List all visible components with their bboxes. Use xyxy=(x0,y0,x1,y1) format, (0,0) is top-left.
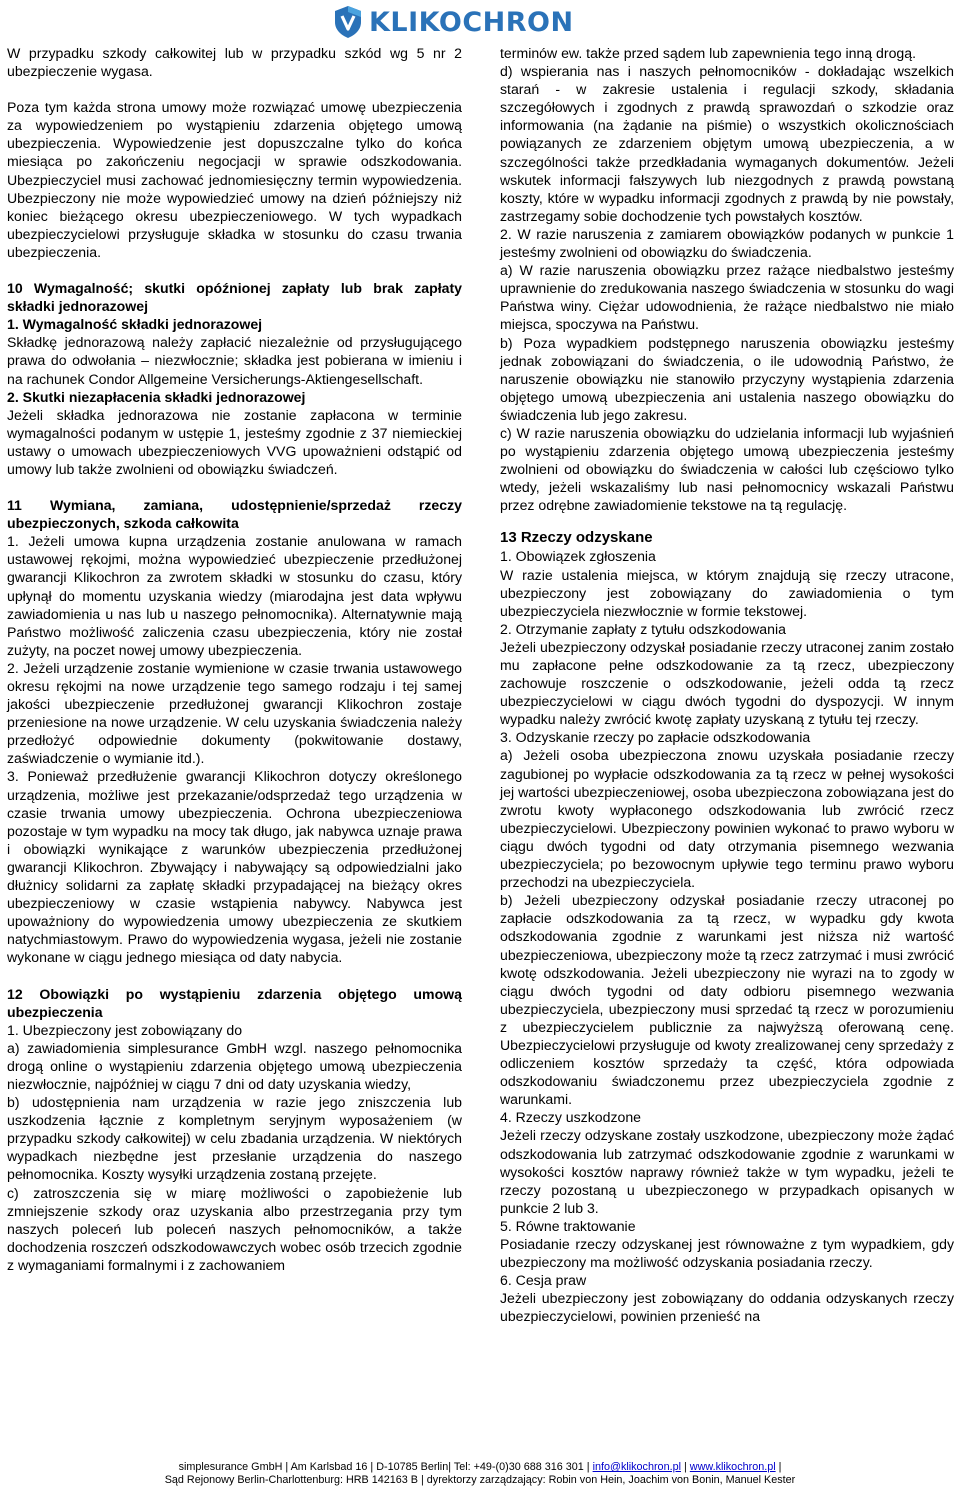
paragraph: c) zatroszczenia się w miarę możliwości o zapobieżenie lub zmniejszenie szkody oraz uzyskania albo przestrzegania przy tym naszych poleceń lub poleceń naszych pełnomocników, a także dochodzenia roszczeń odszkodowawczych wobec osób trzecich zgodnie z wymaganiami formalnymi i z zachowaniem xyxy=(7,1184,462,1273)
paragraph: Jeżeli ubezpieczony jest zobowiązany do oddania odzyskanych rzeczy ubezpieczycielowi, powinien przenieść na xyxy=(500,1290,954,1325)
paragraph: 6. Cesja praw xyxy=(500,1272,587,1289)
paragraph: 4. Rzeczy uszkodzone xyxy=(500,1109,642,1126)
paragraph: Posiadanie rzeczy odzyskanej jest równoważne z tym wypadkiem, gdy ubezpieczony ma możliwość odzyskania posiadania rzeczy. xyxy=(500,1236,954,1271)
spacer xyxy=(7,478,462,496)
footer-court-line: Sąd Rejonowy Berlin-Charlottenburg: HRB 142163 B | dyrektorzy zarządzający: Robin von Hein, Joachim von Bonin, Manuel Kester xyxy=(164,1474,796,1487)
section-heading: 1. Wymagalność składki jednorazowej xyxy=(7,316,263,333)
paragraph: W przypadku szkody całkowitej lub w przypadku szkód wg 5 nr 2 ubezpieczenie wygasa. xyxy=(7,45,462,80)
paragraph: a) zawiadomienia simplesurance GmbH wzgl. naszego pełnomocnika drogą online o wystąpieniu zdarzenia objętego umową ubezpieczenia niezwłocznie, najpóźniej w ciągu 7 dni od daty uzyskania wiedzy, xyxy=(7,1039,462,1092)
page-footer xyxy=(0,1461,960,1487)
paragraph: 3. Odzyskanie rzeczy po zapłacie odszkodowania xyxy=(500,729,811,746)
paragraph: W razie ustalenia miejsca, w którym znajdują się rzeczy utracone, ubezpieczony jest zobowiązany do zawiadomienia o tym ubezpieczyciela niezwłocznie w formie tekstowej. xyxy=(500,566,954,619)
section-heading: 2. Skutki niezapłacenia składki jednorazowej xyxy=(7,388,306,405)
right-column xyxy=(500,44,954,1325)
paragraph: 1. Jeżeli umowa kupna urządzenia zostanie anulowana w ramach ustawowej rękojmi, można wypowiedzieć ubezpieczenie przedłużonej gwarancji Klikochron za zwrotem składki w stosunku do czasu, który upłynął do momentu uzyskania wiedzy (miarodajna jest data wpływu zawiadomienia u nas lub u naszego pełnomocnika). Alternatywnie mają Państwo możliwość zaliczenia czasu ubezpieczenia, który nie został zużyty, na poczet nowej umowy ubezpieczenia. xyxy=(7,533,462,658)
paragraph: a) Jeżeli osoba ubezpieczona znowu uzyskała posiadanie rzeczy zagubionej po wypłacie odszkodowania za tą rzecz w pełnej wysokości jej wartości ubezpieczeniowej, osoba ubezpieczona zobowiązana jest do zwrotu kwoty wypłaconego odszkodowania lub zwrócić rzecz ubezpieczycielowi. Ubezpieczony powinien wykonać to prawo wyboru w ciągu dwóch tygodni od daty otrzymania pisemnego wezwania ubezpieczyciela; po bezowocnym upływie tego terminu prawo wyboru przechodzi na ubezpieczyciela. xyxy=(500,747,954,891)
section-heading: 11 Wymiana, zamiana, udostępnienie/sprzedaż rzeczy ubezpieczonych, szkoda całkowita xyxy=(7,497,462,532)
logo-wordmark: KLIKOCHRON xyxy=(369,6,574,38)
section-heading: 12 Obowiązki po wystąpieniu zdarzenia objętego umową ubezpieczenia xyxy=(7,985,462,1020)
footer-email-link[interactable]: info@klikochron.pl xyxy=(592,1461,681,1473)
paragraph: c) W razie naruszenia obowiązku do udzielania informacji lub wyjaśnień po wystąpieniu zdarzenia objętego umową ubezpieczenia jesteśmy zwolnieni od obowiązku do świadczenia w całości lub częściowo tylko wtedy, jeżeli wskazaliśmy lub nasi pełnomocnicy wskazali Państwu przez odrębne zawiadomienie tekstowe na tą regulację. xyxy=(500,424,954,514)
paragraph: 1. Obowiązek zgłoszenia xyxy=(500,548,656,565)
paragraph: terminów ew. także przed sądem lub zapewnienia tego inną drogą. xyxy=(500,45,917,61)
paragraph: 5. Równe traktowanie xyxy=(500,1217,636,1234)
footer-address: simplesurance GmbH | Am Karlsbad 16 | D-10785 Berlin| Tel: +49-(0)30 688 316 301 | xyxy=(178,1461,593,1473)
paragraph: 3. Ponieważ przedłużenie gwarancji Klikochron dotyczy określonego urządzenia, możliwe jest przekazanie/odsprzedaż tego urządzenia w czasie trwania umowy ubezpieczenia. Ochrona ubezpieczeniowa pozostaje w tym wypadku na mocy tak długo, jak nabywca uznaje prawa i obowiązki wynikające z warunków ubezpieczenia przedłużonej gwarancji Klikochron. Zbywający i nabywający są odpowiedzialni jako dłużnicy solidarni za zapłatę składki przypadającej na bieżący okres ubezpieczeniowy w czasie wstąpienia nabywcy. Nabywca jest upoważniony do wypowiedzenia umowy ubezpieczenia ze skutkiem natychmiastowym. Prawo do wypowiedzenia wygasa, jeżeli nie zostanie wykonane w ciągu jednego miesiąca od daty nabycia. xyxy=(7,768,462,966)
footer-website-link[interactable]: www.klikochron.pl xyxy=(689,1461,776,1473)
paragraph: Jeżeli rzeczy odzyskane zostały uszkodzone, ubezpieczony może żądać odszkodowania lub zatrzymać odszkodowanie zgodnie z warunkami w wysokości kosztów naprawy również także w tym wypadku, jeżeli te rzeczy pozostaną u ubezpieczonego w przypadkach opisanych w punkcie 2 lub 3. xyxy=(500,1127,954,1216)
section-heading: 10 Wymagalność; skutki opóźnionej zapłaty lub brak zapłaty składki jednorazowej xyxy=(7,280,462,315)
footer-separator: | xyxy=(680,1461,690,1473)
paragraph: 1. Ubezpieczony jest zobowiązany do xyxy=(7,1021,243,1038)
spacer xyxy=(7,261,462,279)
spacer xyxy=(7,967,462,985)
paragraph: d) wspierania nas i naszych pełnomocników - dokładając wszelkich starań - w zakresie ustalenia i regulacji szkody, składania szczegółowych i zgodnych z prawdą sprawozdań o szkodzie oraz informowania (na żądanie na piśmie) o wszystkich okolicznościach powiązanych ze zdarzeniem objętym umową ubezpieczenia, a w szczególności także przedkładania wymaganych dokumentów. Jeżeli wskutek informacji fałszywych lub niezgodnych z prawdą powstaną koszty, które w wypadku informacji zgodnych z prawdą by nie powstały, zastrzegamy sobie dochodzenie tych powstałych kosztów. xyxy=(500,63,954,224)
paragraph: b) Poza wypadkiem podstępnego naruszenia obowiązku jesteśmy jednak zobowiązani do świadczenia, o ile udowodnią Państwo, że naruszenie obowiązku nie stanowiło przyczyny wystąpienia zdarzenia objętego umową ubezpieczenia ani ustalenia naszego obowiązku do świadczenia lub jego zakresu. xyxy=(500,334,954,423)
paragraph: a) W razie naruszenia obowiązku przez rażące niedbalstwo jesteśmy uprawnienie do zredukowania naszego świadczenia w stosunku do wagi Państwa winy. Ciężar udowodnienia, że rażące niedbalstwo nie miało miejsca, spoczywa na Państwu. xyxy=(500,262,954,333)
paragraph: 2. W razie naruszenia z zamiarem obowiązków podanych w punkcie 1 jesteśmy zwolnieni od obowiązku do świadczenia. xyxy=(500,225,954,261)
section-heading: 13 Rzeczy odzyskane xyxy=(500,529,653,547)
paragraph: Jeżeli składka jednorazowa nie zostanie zapłacona w terminie wymagalności podanym w ustępie 1, jesteśmy zgodnie z 37 niemieckiej ustawy o umowach ubezpieczeniowych VVG upoważnieni odstąpić od umowy lub także zwolnieni od obowiązku świadczeń. xyxy=(7,406,462,477)
klikochron-logo xyxy=(333,4,583,40)
paragraph: Jeżeli ubezpieczony odzyskał posiadanie rzeczy utraconej zanim zostało mu zapłacone pełne odszkodowanie za tą rzecz, ubezpieczony zachowuje roszczenie o odszkodowanie, jeżeli odda tą rzecz ubezpieczycielowi w ciągu dwóch tygodni do dyspozycji. W innym wypadku należy zwrócić kwotę zapłaty uzyskaną z tytułu tej rzeczy. xyxy=(500,638,954,728)
footer-end: | xyxy=(775,1461,782,1473)
paragraph: b) Jeżeli ubezpieczony odzyskał posiadanie rzeczy utraconej po zapłacie odszkodowania za tą rzecz, w wypadku gdy kwota odszkodowania zgodnie z warunkami jest niższa niż wartość ubezpieczeniowa, ubezpieczony może tą rzecz zatrzymać i musi zwrócić kwotę odszkodowania. Jeżeli ubezpieczony nie wyrazi na to zgody w ciągu dwóch tygodni od daty odbioru pisemnego wezwania ubezpieczyciela, ubezpieczony musi sprzedać tą rzecz w porozumieniu z ubezpieczycielem publicznie za najwyższą oferowaną cenę. Ubezpieczycielowi przysługuje od kwoty zrealizowanej ceny sprzedaży z odliczeniem kosztów sprzedaży ta część, która odpowiada odszkodowaniu świadczonemu przez ubezpieczyciela zgodnie z warunkami. xyxy=(500,892,954,1108)
left-column xyxy=(7,44,462,1274)
paragraph: Składkę jednorazową należy zapłacić niezależnie od przysługującego prawa do odwołania – niezwłocznie; składka jest pobierana w imieniu i na rachunek Condor Allgemeine Versicherungs-Aktiengesellschaft. xyxy=(7,334,462,387)
spacer xyxy=(7,80,462,98)
footer-contact-line xyxy=(0,1461,960,1474)
paragraph: Poza tym każda strona umowy może rozwiązać umowę ubezpieczenia za wypowiedzeniem po wystąpieniu zdarzenia objętego umową ubezpieczenia. Wypowiedzenie jest dopuszczalne tylko do końca miesiąca po zakończeniu negocjacji w sprawie odszkodowania. Ubezpieczyciel musi zachować jednomiesięczny termin wypowiedzenia. Ubezpieczony nie może wypowiedzieć umowy na dzień późniejszy niż koniec bieżącego okresu ubezpieczeniowego. W tych wypadkach ubezpieczycielowi przysługuje składka w stosunku do czasu trwania ubezpieczenia. xyxy=(7,99,462,260)
paragraph: 2. Jeżeli urządzenie zostanie wymienione w czasie trwania ustawowego okresu rękojmi na nowe urządzenie tego samego rodzaju i tej samej jakości ubezpieczenie przedłużonej gwarancji Klikochron zostaje przeniesione na nowe urządzenie. W celu uzyskania świadczenia należy przedłożyć odpowiednie dokumenty (pokwitowanie dostawy, zaświadczenie o wymianie itd.). xyxy=(7,659,462,767)
paragraph: b) udostępnienia nam urządzenia w razie jego zniszczenia lub uszkodzenia łącznie z kompletnym seryjnym wyposażeniem (w przypadku szkody całkowitej) w celu zbadania urządzenia. W niektórych wypadkach niezbędne jest przesłanie urządzenia do naszego pełnomocnika. Koszty wysyłki urządzenia zostaną przejęte. xyxy=(7,1094,462,1183)
paragraph: 2. Otrzymanie zapłaty z tytułu odszkodowania xyxy=(500,620,786,637)
spacer xyxy=(500,514,954,528)
shield-logo-icon xyxy=(333,5,363,39)
